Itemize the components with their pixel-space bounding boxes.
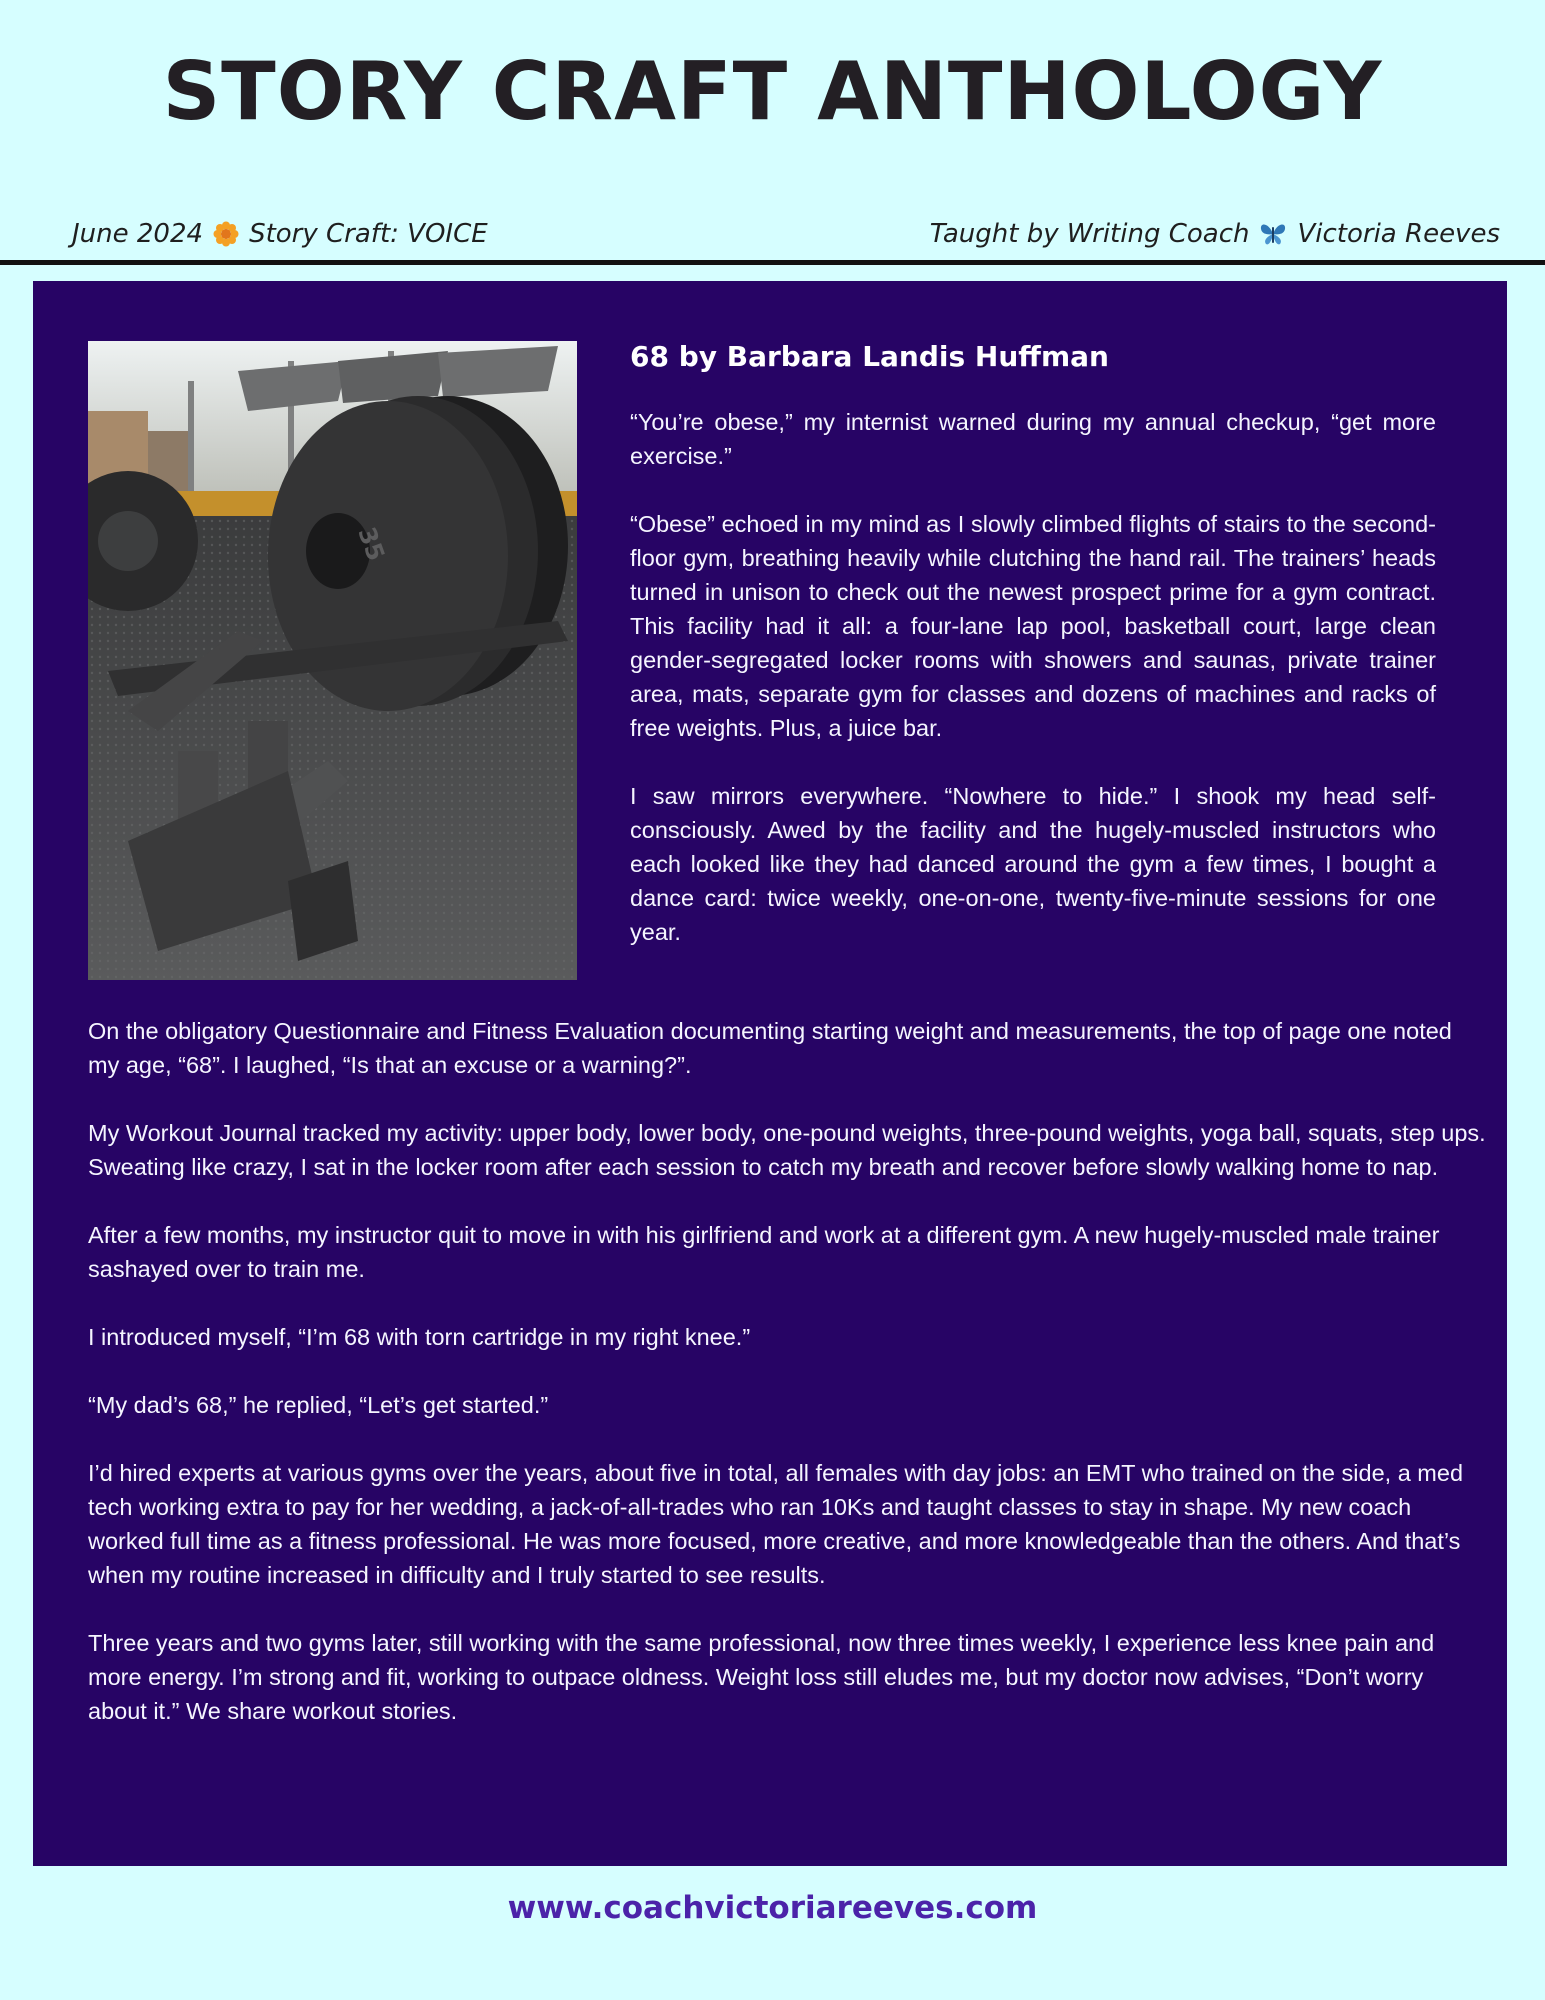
teacher-info (930, 219, 1500, 249)
svg-text:35: 35 (352, 523, 391, 565)
issue-info (72, 219, 488, 249)
story-paragraph: Three years and two gyms later, still working with the same professional, now three times weekly, I experience less knee pain and more energy. I’m strong and fit, working to outpace oldness. Weight loss still eludes me, but my doctor now advises, “Don’t worry about it.” We share workout stories. (88, 1630, 1435, 1724)
coach-name: Victoria Reeves (1297, 219, 1500, 249)
story-paragraph: “Obese” echoed in my mind as I slowly climbed flights of stairs to the second-floor gym, breathing heavily while clutching the hand rail. The trainers’ heads turned in unison to check out the newest prospect prime for a gym contract. This facility had it all: a four-lane lap pool, basketball court, large clean gender-segregated locker rooms with showers and saunas, private trainer area, mats, separate gym for classes and dozens of machines and racks of free weights. Plus, a juice bar. (630, 511, 1436, 742)
story-paragraph: On the obligatory Questionnaire and Fitness Evaluation documenting starting weight and measurements, the top of page one noted my age, “68”. I laughed, “Is that an excuse or a warning?”. (88, 1018, 1452, 1078)
story-paragraph: I introduced myself, “I’m 68 with torn cartridge in my right knee.” (88, 1324, 751, 1350)
story-body-column (88, 1014, 1488, 1762)
story-paragraph: My Workout Journal tracked my activity: upper body, lower body, one-pound weights, three-pound weights, yoga ball, squats, step ups. Sweating like crazy, I sat in the locker room after each session to catch my breath and recover before slowly walking home to nap. (88, 1120, 1486, 1180)
footer-website-link[interactable]: www.coachvictoriareeves.com (507, 1890, 1038, 1926)
flower-icon (213, 221, 239, 247)
story-panel (33, 281, 1507, 1866)
story-paragraph: I’d hired experts at various gyms over the years, about five in total, all females with day jobs: an EMT who trained on the side, a med tech working extra to pay for her wedding, a jack-of-all-trades who ran 10Ks and taught classes to stay in shape. My new coach worked full time as a fitness professional. He was more focused, more creative, and more knowledgeable than the others. And that’s when my routine increased in difficulty and I truly started to see results. (88, 1460, 1464, 1588)
story-paragraph: I saw mirrors everywhere. “Nowhere to hide.” I shook my head self-consciously. Awed by the facility and the hugely-muscled instructors who each looked like they had danced around the gym a few times, I bought a dance card: twice weekly, one-on-one, twenty-five-minute sessions for one year. (630, 783, 1436, 946)
issue-topic: Story Craft: VOICE (249, 219, 488, 249)
issue-bar (72, 214, 1500, 254)
gym-weights-photo (88, 341, 577, 980)
story-title: 68 by Barbara Landis Huffman (630, 340, 1109, 373)
story-paragraph: “My dad’s 68,” he replied, “Let’s get started.” (88, 1392, 549, 1418)
issue-date: June 2024 (72, 219, 204, 249)
story-intro-column (630, 339, 1436, 983)
masthead-title: STORY CRAFT ANTHOLOGY (162, 45, 1383, 138)
butterfly-icon (1259, 221, 1287, 247)
header-divider (0, 260, 1545, 265)
story-paragraph: “You’re obese,” my internist warned during my annual checkup, “get more exercise.” (630, 409, 1436, 470)
story-paragraph: After a few months, my instructor quit to move in with his girlfriend and work at a different gym. A new hugely-muscled male trainer sashayed over to train me. (88, 1222, 1440, 1282)
teacher-label: Taught by Writing Coach (929, 219, 1250, 249)
